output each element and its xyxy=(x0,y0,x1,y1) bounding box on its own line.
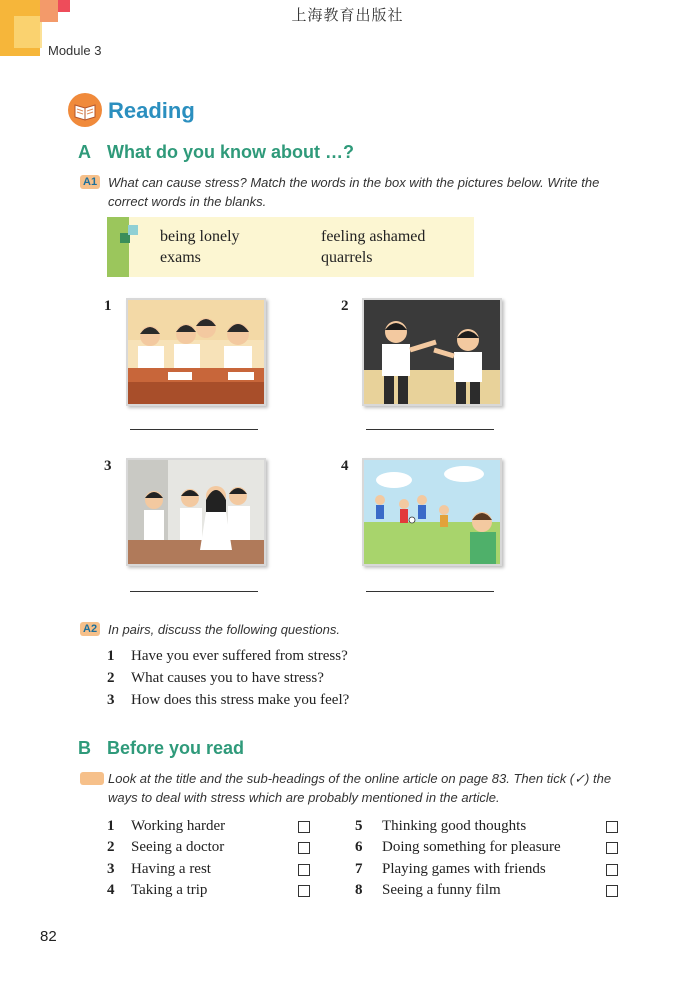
word-box-bar xyxy=(107,217,129,277)
picture-quarrel xyxy=(362,298,502,406)
publisher-watermark: 上海教育出版社 xyxy=(291,8,404,24)
tick-checkbox[interactable] xyxy=(606,885,618,897)
module-label: Module 3 xyxy=(48,43,102,58)
book-icon xyxy=(68,93,102,127)
item-text: Taking a trip xyxy=(131,882,208,898)
item-text: Seeing a funny film xyxy=(382,882,501,898)
tick-checkbox[interactable] xyxy=(606,864,618,876)
item-number: 1 xyxy=(107,818,115,834)
picture-lonely xyxy=(362,458,502,566)
question-text: What causes you to have stress? xyxy=(131,670,324,686)
word-item: quarrels xyxy=(321,249,373,266)
b-tag xyxy=(80,772,104,785)
answer-blank[interactable] xyxy=(366,591,494,592)
picture-number: 4 xyxy=(341,458,349,474)
word-item: being lonely xyxy=(160,228,240,245)
square-decoration xyxy=(128,225,138,235)
section-b-title: Before you read xyxy=(107,738,245,758)
item-number: 8 xyxy=(355,882,363,898)
tick-checkbox[interactable] xyxy=(606,842,618,854)
item-text: Having a rest xyxy=(131,861,211,877)
tick-checkbox[interactable] xyxy=(606,821,618,833)
question-number: 2 xyxy=(107,670,115,686)
answer-blank[interactable] xyxy=(366,429,494,430)
b-instruction: Look at the title and the sub-headings of the online article on page 83. Then tick (✓) the ways to deal with stress which are probably mentioned in the article. xyxy=(108,771,612,805)
section-b-letter: B xyxy=(78,738,91,758)
tick-checkbox[interactable] xyxy=(298,842,310,854)
item-number: 7 xyxy=(355,861,363,877)
word-box xyxy=(107,217,474,277)
picture-exam xyxy=(126,298,266,406)
a1-tag: A1 xyxy=(80,175,100,189)
a2-tag: A2 xyxy=(80,622,100,636)
item-number: 2 xyxy=(107,839,115,855)
section-a-letter: A xyxy=(78,142,91,162)
item-number: 5 xyxy=(355,818,363,834)
tick-checkbox[interactable] xyxy=(298,864,310,876)
item-text: Doing something for pleasure xyxy=(382,839,561,855)
question-number: 1 xyxy=(107,648,115,664)
word-item: feeling ashamed xyxy=(321,228,426,245)
question-number: 3 xyxy=(107,692,115,708)
word-item: exams xyxy=(160,249,201,266)
item-number: 4 xyxy=(107,882,115,898)
picture-number: 3 xyxy=(104,458,112,474)
picture-number: 1 xyxy=(104,298,112,314)
a2-instruction: In pairs, discuss the following questions. xyxy=(108,622,340,637)
item-text: Playing games with friends xyxy=(382,861,546,877)
item-number: 6 xyxy=(355,839,363,855)
question-text: How does this stress make you feel? xyxy=(131,692,350,708)
picture-ashamed xyxy=(126,458,266,566)
section-a-title: What do you know about …? xyxy=(107,142,354,162)
item-text: Working harder xyxy=(131,818,226,834)
a1-instruction: What can cause stress? Match the words in the box with the pictures below. Write the correct words in the blanks. xyxy=(108,175,600,209)
item-number: 3 xyxy=(107,861,115,877)
tick-checkbox[interactable] xyxy=(298,885,310,897)
page-number: 82 xyxy=(40,928,57,945)
answer-blank[interactable] xyxy=(130,429,258,430)
reading-title: Reading xyxy=(108,98,195,123)
tick-checkbox[interactable] xyxy=(298,821,310,833)
item-text: Thinking good thoughts xyxy=(382,818,527,834)
item-text: Seeing a doctor xyxy=(131,839,225,855)
question-text: Have you ever suffered from stress? xyxy=(131,648,348,664)
answer-blank[interactable] xyxy=(130,591,258,592)
picture-number: 2 xyxy=(341,298,349,314)
